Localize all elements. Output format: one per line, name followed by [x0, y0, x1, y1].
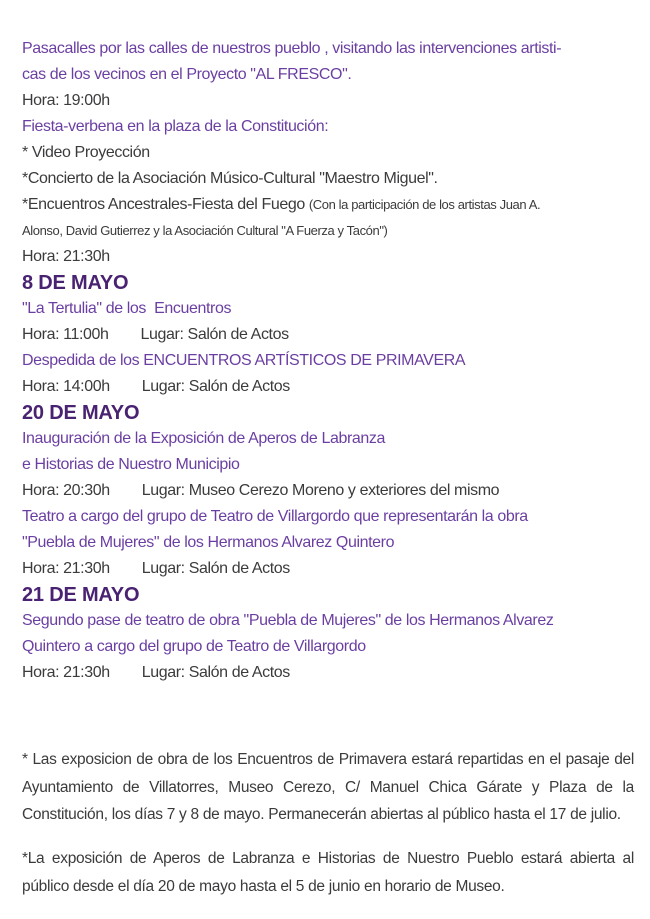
section-date-heading: 20 DE MAYO	[22, 402, 140, 424]
event-title-line: Inauguración de la Exposición de Aperos de Labranza	[22, 430, 385, 447]
program-item-main: *Encuentros Ancestrales-Fiesta del Fuego	[22, 196, 309, 213]
event-place: Lugar: Salón de Actos	[141, 664, 290, 681]
footnote-aperos-exhibition: *La exposición de Aperos de Labranza e Historias de Nuestro Pueblo estará abierta al público desde el día 20 de mayo hasta el 5 de junio en horario de Museo.	[22, 850, 634, 895]
event-title-line: cas de los vecinos en el Proyecto "AL FRESCO".	[22, 66, 352, 83]
event-title-line: Teatro a cargo del grupo de Teatro de Villargordo que representarán la obra	[22, 508, 528, 525]
section-date-heading: 21 DE MAYO	[22, 584, 140, 606]
event-place: Lugar: Museo Cerezo Moreno y exteriores del mismo	[141, 482, 500, 499]
event-time-place	[22, 322, 634, 348]
event-title-line: e Historias de Nuestro Municipio	[22, 456, 240, 473]
program-item: * Video Proyección	[22, 144, 150, 161]
event-time: Hora: 21:30h	[22, 560, 110, 577]
event-title-line: Despedida de los ENCUENTROS ARTÍSTICOS DE PRIMAVERA	[22, 352, 466, 369]
event-time: Hora: 14:00h	[22, 378, 110, 395]
event-time: Hora: 11:00h	[22, 326, 109, 343]
event-time-place	[22, 556, 634, 582]
event-title-line: Fiesta-verbena en la plaza de la Constitución:	[22, 118, 329, 135]
program-content	[22, 36, 634, 686]
event-place: Lugar: Salón de Actos	[141, 560, 290, 577]
event-place: Lugar: Salón de Actos	[141, 378, 290, 395]
event-time: Hora: 21:30h	[22, 664, 110, 681]
program-item	[22, 192, 634, 218]
event-title-line: "Puebla de Mujeres" de los Hermanos Alvarez Quintero	[22, 534, 395, 551]
section-date-heading: 8 DE MAYO	[22, 272, 129, 294]
event-title-line: Segundo pase de teatro de obra "Puebla de Mujeres" de los Hermanos Alvarez	[22, 612, 554, 629]
event-time: Hora: 21:30h	[22, 248, 110, 265]
event-time: Hora: 19:00h	[22, 92, 110, 109]
event-title-line: Pasacalles por las calles de nuestros pueblo , visitando las intervenciones artisti-	[22, 40, 562, 57]
event-time-place	[22, 660, 634, 686]
footnote-expositions: * Las exposicion de obra de los Encuentros de Primavera estará repartidas en el pasaje del Ayuntamiento de Villatorres, Museo Cerezo, C/ Manuel Chica Gárate y Plaza de la Constitución, los días 7 y 8 de mayo. Permanecerán abiertas al público hasta el 17 de julio.	[22, 751, 634, 823]
program-item: *Concierto de la Asociación Músico-Cultural "Maestro Miguel".	[22, 170, 438, 187]
event-place: Lugar: Salón de Actos	[140, 326, 289, 343]
event-time-place	[22, 478, 634, 504]
event-time-place	[22, 374, 634, 400]
program-item-note: Alonso, David Gutierrez y la Asociación Cultural "A Fuerza y Tacón")	[22, 223, 388, 238]
event-title-line: Quintero a cargo del grupo de Teatro de Villargordo	[22, 638, 366, 655]
event-title-line: "La Tertulia" de los Encuentros	[22, 300, 232, 317]
event-time: Hora: 20:30h	[22, 482, 110, 499]
program-item-note: (Con la participación de los artistas Juan A.	[308, 197, 541, 212]
